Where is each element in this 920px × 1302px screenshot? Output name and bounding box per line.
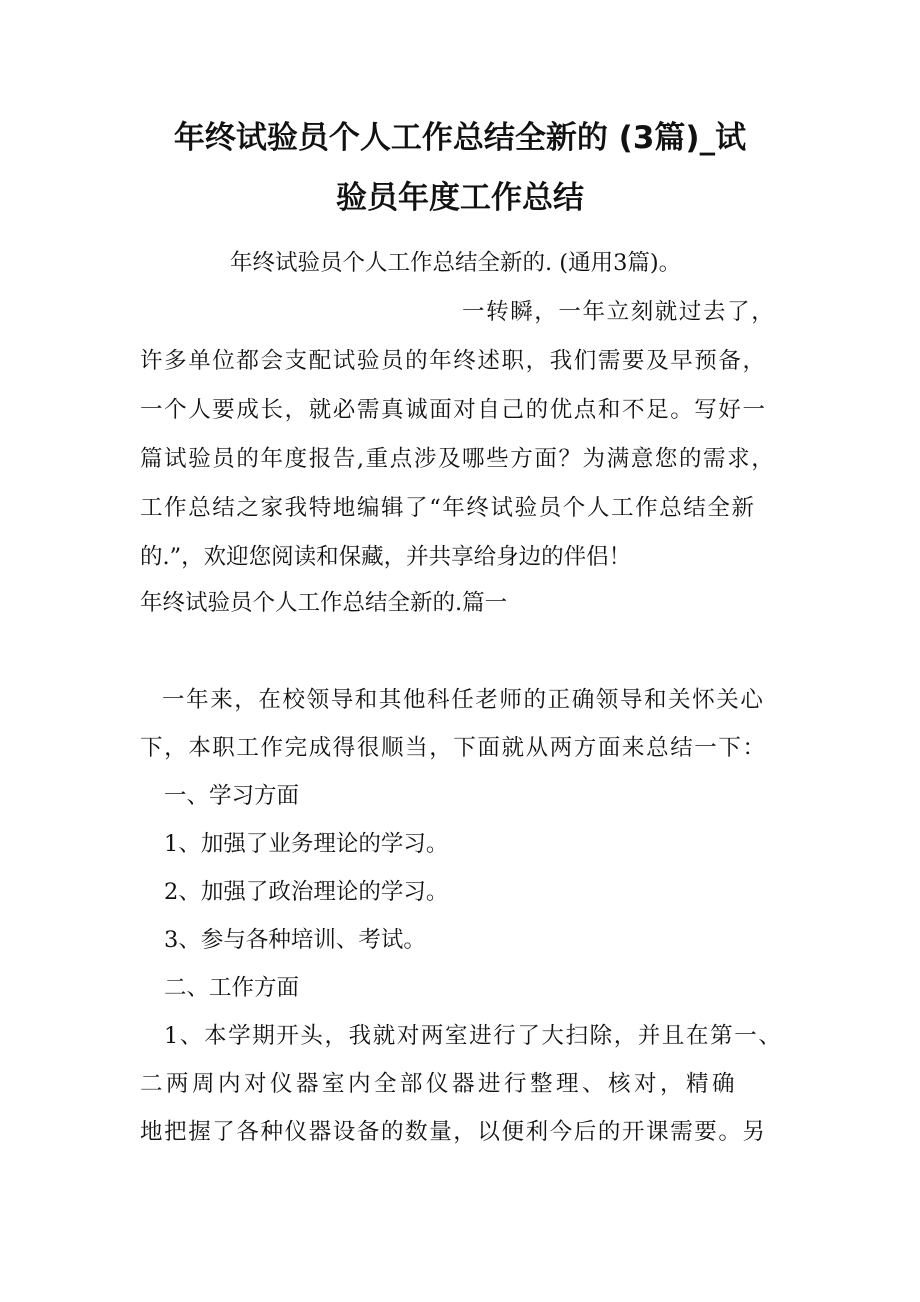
paragraph-line: 地把握了各种仪器设备的数量，以便利今后的开课需要。另 (140, 1119, 767, 1145)
document-title-line-1: 年终试验员个人工作总结全新的 (3篇)_试 (173, 120, 747, 156)
paragraph-line: 一转瞬，一年立刻就过去了， (462, 299, 776, 325)
document-title-line-2: 验员年度工作总结 (336, 180, 584, 216)
list-item: 3、参与各种培训、考试。 (164, 927, 426, 953)
paragraph-line: 下，本职工作完成得很顺当，下面就从两方面来总结一下： (140, 735, 767, 761)
list-item: 2、加强了政治理论的学习。 (164, 879, 449, 905)
paragraph-line: 的.”，欢迎您阅读和保藏，并共享给身边的伴侣！ (140, 544, 632, 570)
paragraph-line: 一个人要成长，就必需真诚面对自己的优点和不足。写好一 (140, 397, 767, 423)
list-item: 1、加强了业务理论的学习。 (164, 831, 449, 857)
paragraph-line: 工作总结之家我特地编辑了“年终试验员个人工作总结全新 (140, 495, 756, 521)
paragraph-line: 一年来，在校领导和其他科任老师的正确领导和关怀关心 (162, 687, 765, 713)
subsection-heading: 一、学习方面 (164, 783, 300, 809)
paragraph-line: 二两周内对仪器室内全部仪器进行整理、核对，精确 (140, 1071, 739, 1097)
paragraph-line: 许多单位都会支配试验员的年终述职，我们需要及早预备， (140, 348, 767, 374)
intro-line: 年终试验员个人工作总结全新的. (通用3篇)。 (230, 250, 682, 276)
subsection-heading: 二、工作方面 (164, 975, 300, 1001)
paragraph-line: 篇试验员的年度报告,重点涉及哪些方面？为满意您的需求， (140, 446, 776, 472)
list-item: 1、本学期开头，我就对两室进行了大扫除，并且在第一、 (164, 1023, 783, 1049)
section-heading: 年终试验员个人工作总结全新的.篇一 (140, 590, 508, 616)
